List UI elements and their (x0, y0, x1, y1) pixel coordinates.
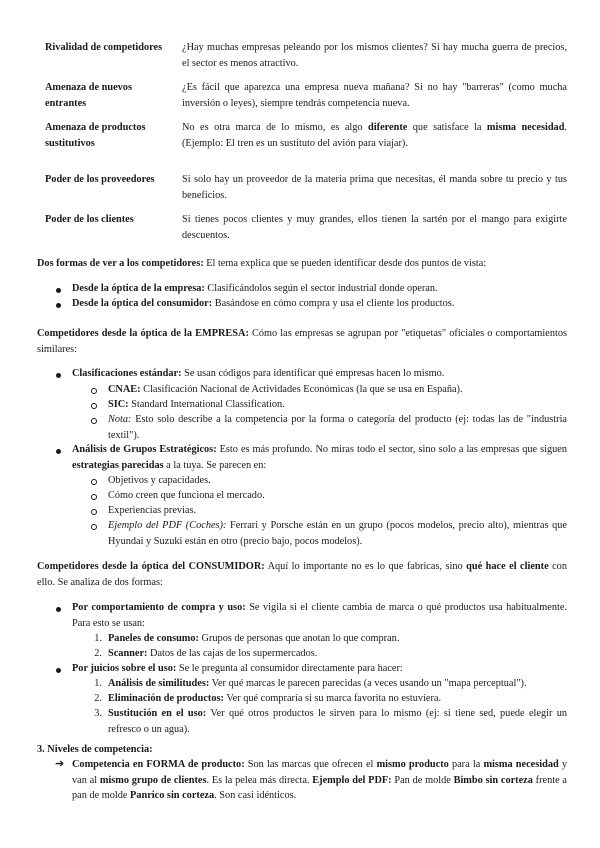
list-item: Desde la óptica de la empresa: Clasificándolos según el sector industrial donde operan. (72, 283, 438, 294)
sub-bullet-icon (91, 524, 97, 530)
numbered-item: Scanner: Datos de las cajas de los supermercados. (108, 648, 318, 659)
sub-list-item: Objetivos y capacidades. (108, 475, 211, 486)
row-label: Amenaza de nuevos entrantes (45, 82, 132, 109)
consumidor-paragraph: Competidores desde la óptica del CONSUMIDOR: Aquí lo importante no es lo que fabricas, sino qué hace el cliente con ello. Se analiza de dos formas: (37, 561, 567, 588)
bullet-icon (56, 607, 61, 612)
numbered-item: Sustitución en el uso: Ver qué otros productos le sirven para lo mismo (ej: si tiene sed, puede elegir un refresco o un agua). (108, 708, 567, 735)
bullet-icon (56, 373, 61, 378)
sub-list-item: Cómo creen que funciona el mercado. (108, 490, 265, 501)
sub-list-item: Experiencias previas. (108, 505, 197, 516)
list-item: Clasificaciones estándar: Se usan códigos para identificar qué empresas hacen lo mismo. (72, 368, 445, 379)
list-number: 1. (94, 633, 102, 644)
list-number: 2. (94, 648, 102, 659)
row-text: No es otra marca de lo mismo, es algo diferente que satisface la misma necesidad. (Ejemplo: El tren es un sustituto del avión para viajar). (182, 122, 567, 149)
list-item: Análisis de Grupos Estratégicos: Esto es más profundo. No miras todo el sector, sino solo a las empresas que siguen estrategias parecidas a la tuya. Se parecen en: (72, 444, 567, 471)
sub-bullet-icon (91, 479, 97, 485)
bullet-icon (56, 668, 61, 673)
row-label: Rivalidad de competidores (45, 42, 163, 53)
numbered-item: Análisis de similitudes: Ver qué marcas le parecen parecidas (a veces usando un "mapa perceptual"). (108, 678, 527, 689)
list-number: 3. (94, 708, 102, 719)
bullet-icon (56, 288, 61, 293)
list-number: 2. (94, 693, 102, 704)
numbered-item: Paneles de consumo: Grupos de personas que anotan lo que compran. (108, 633, 400, 644)
numbered-item: Eliminación de productos: Ver qué compraría si su marca favorita no estuviera. (108, 693, 442, 704)
sub-list-item: SIC: Standard International Classification. (108, 399, 285, 410)
row-text: ¿Es fácil que aparezca una empresa nueva mañana? Si no hay "barreras" (como mucha inversión o leyes), siempre tendrás competencia nueva. (182, 82, 567, 109)
list-item: Competencia en FORMA de producto: Son las marcas que ofrecen el mismo producto para la misma necesidad y van al mismo grupo de clientes. Es la pelea más directa. Ejemplo del PDF: Pan de molde Bimbo sin corteza frente a pan de molde Panrico sin corteza. Son casi idénticos. (72, 759, 568, 801)
list-number: 1. (94, 678, 102, 689)
list-item: Por juicios sobre el uso: Se le pregunta al consumidor directamente para hacer: (72, 663, 403, 674)
arrow-icon: ➔ (55, 758, 65, 770)
row-text: Si solo hay un proveedor de la materia prima que necesitas, él manda sobre tu precio y tus beneficios. (182, 174, 567, 201)
bullet-icon (56, 303, 61, 308)
sub-list-item: Nota: Esto solo describe a la competencia por la forma o categoría del producto (ej: todas las de "industria textil"). (108, 414, 567, 441)
row-label: Poder de los clientes (45, 214, 134, 225)
row-label: Poder de los proveedores (45, 174, 155, 185)
empresa-paragraph: Competidores desde la óptica de la EMPRESA: Cómo las empresas se agrupan por "etiquetas" oficiales o comportamientos similares: (37, 328, 568, 355)
sub-bullet-icon (91, 494, 97, 500)
sub-bullet-icon (91, 509, 97, 515)
sub-bullet-icon (91, 418, 97, 424)
sub-bullet-icon (91, 403, 97, 409)
row-text: ¿Hay muchas empresas peleando por los mismos clientes? Si hay mucha guerra de precios, el sector es menos atractivo. (182, 42, 567, 69)
bullet-icon (56, 449, 61, 454)
row-label: Amenaza de productos sustitutivos (45, 122, 146, 149)
sub-list-item: CNAE: Clasificación Nacional de Actividades Económicas (la que se usa en España). (108, 384, 463, 395)
list-item: Por comportamiento de compra y uso: Se vigila si el cliente cambia de marca o qué productos usa habitualmente. Para esto se usan: (72, 602, 567, 629)
dos-formas-paragraph: Dos formas de ver a los competidores: El tema explica que se pueden identificar desde dos puntos de vista: (37, 258, 487, 269)
row-text: Si tienes pocos clientes y muy grandes, ellos tienen la sartén por el mango para exigirte descuentos. (182, 214, 567, 241)
sub-list-item: Ejemplo del PDF (Coches): Ferrari y Porsche están en un grupo (pocos modelos, precio alto), mientras que Hyundai y Suzuki están en otro (precio bajo, pocos modelos). (108, 520, 567, 547)
section-heading: 3. Niveles de competencia: (37, 744, 153, 755)
sub-bullet-icon (91, 388, 97, 394)
list-item: Desde la óptica del consumidor: Basándose en cómo compra y usa el cliente los productos. (72, 298, 455, 309)
